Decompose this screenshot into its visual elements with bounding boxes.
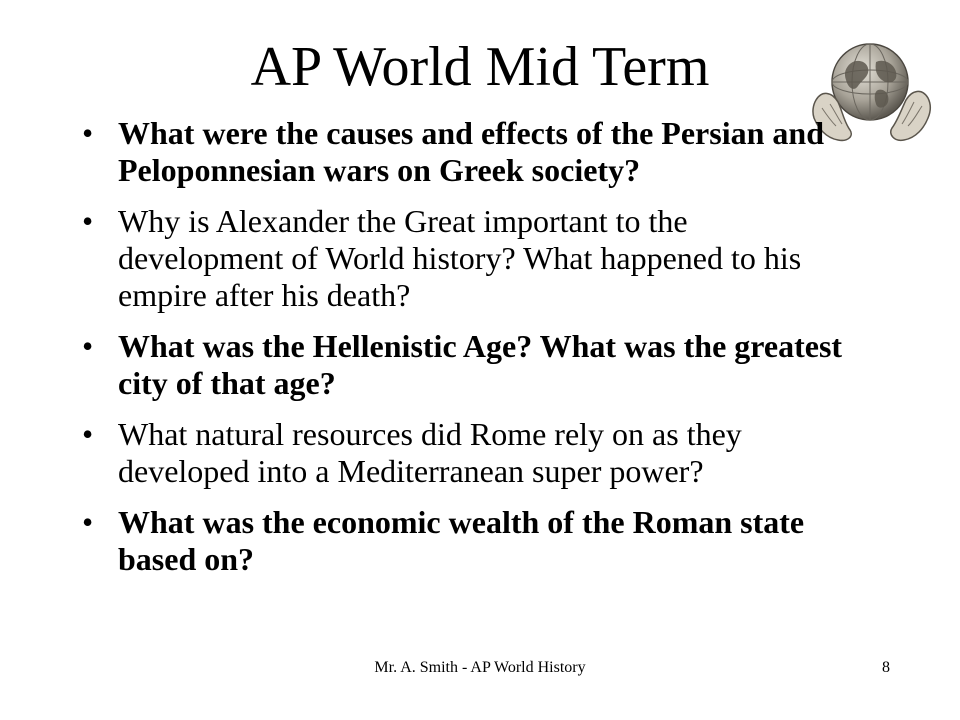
- bullet-icon: •: [82, 504, 94, 540]
- bullet-text: What was the economic wealth of the Roman state based on?: [118, 504, 805, 577]
- bullet-text: What was the Hellenistic Age? What was the greatest city of that age?: [118, 328, 843, 401]
- bullet-list: [78, 115, 858, 592]
- bullet-text: What natural resources did Rome rely on as they developed into a Mediterranean super power?: [118, 416, 742, 489]
- bullet-icon: •: [82, 203, 94, 239]
- bullet-icon: •: [82, 328, 94, 364]
- bullet-text: Why is Alexander the Great important to the development of World history? What happened to his empire after his death?: [118, 203, 802, 313]
- bullet-text: What were the causes and effects of the Persian and Peloponnesian wars on Greek society?: [118, 115, 824, 188]
- slide-title: AP World Mid Term: [250, 36, 710, 98]
- bullet-item: [78, 203, 858, 314]
- page-number: 8: [882, 659, 890, 676]
- bullet-icon: •: [82, 115, 94, 151]
- bullet-item: [78, 416, 858, 490]
- bullet-item: [78, 115, 858, 189]
- bullet-item: [78, 328, 858, 402]
- footer-text: Mr. A. Smith - AP World History: [374, 659, 586, 676]
- bullet-item: [78, 504, 858, 578]
- bullet-icon: •: [82, 416, 94, 452]
